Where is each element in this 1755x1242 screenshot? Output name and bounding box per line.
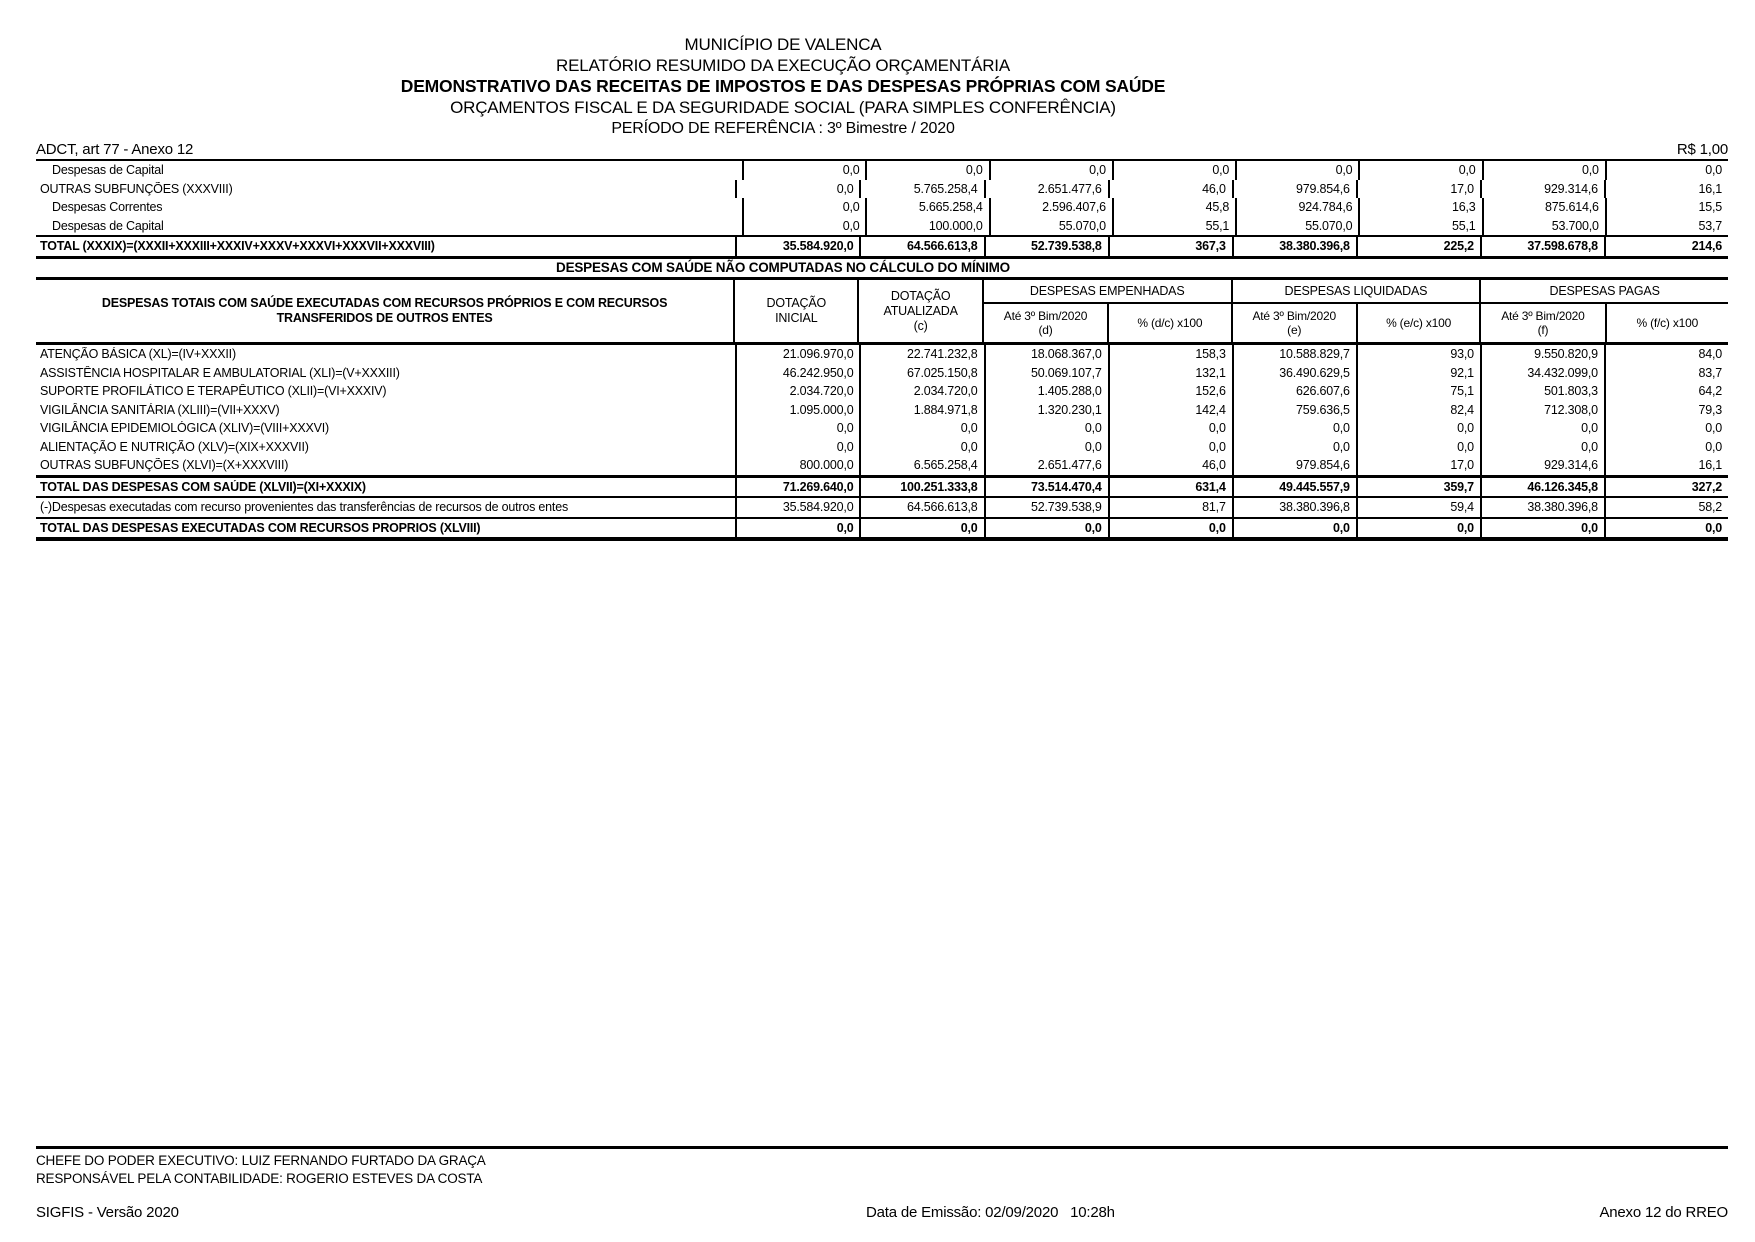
table-row: [36, 401, 1728, 420]
cell-value: 0,0: [1232, 438, 1356, 457]
cell-value: 759.636,5: [1232, 401, 1356, 420]
cell-value: 38.380.396,8: [1480, 498, 1604, 517]
table-row: [36, 198, 1728, 217]
cell-value: 367,3: [1108, 237, 1232, 256]
footer-row: [36, 1204, 1728, 1223]
row-label: ASSISTÊNCIA HOSPITALAR E AMBULATORIAL (XLI)=(V+XXXIII): [40, 365, 400, 380]
table-row: [36, 438, 1728, 457]
cell-value: 64,2: [1604, 382, 1728, 401]
cell-value: 79,3: [1604, 401, 1728, 420]
empenhadas-subheaders: [984, 304, 1231, 342]
row-label: Despesas de Capital: [52, 218, 164, 233]
cell-value: 0,0: [1480, 438, 1604, 457]
cell-value: 46.126.345,8: [1480, 478, 1604, 497]
cell-value: 0,0: [742, 161, 865, 180]
cell-value: 16,1: [1604, 456, 1728, 475]
table-row: [36, 519, 1728, 542]
table-row: [36, 382, 1728, 401]
report-content: [36, 34, 1728, 541]
cell-value: 73.514.470,4: [984, 478, 1108, 497]
row-label: TOTAL DAS DESPESAS EXECUTADAS COM RECURSOS PROPRIOS (XLVIII): [40, 520, 481, 535]
cell-value: 21.096.970,0: [735, 345, 859, 364]
cell-value: 0,0: [1356, 419, 1480, 438]
subcol-until-d-line1: Até 3º Bim/2020: [1003, 309, 1088, 323]
cell-value: 46,0: [1108, 180, 1232, 199]
cell-value: 55.070,0: [989, 217, 1112, 236]
row-label: OUTRAS SUBFUNÇÕES (XLVI)=(X+XXXVIII): [40, 458, 289, 473]
cell-value: 1.095.000,0: [735, 401, 859, 420]
cell-value: 50.069.107,7: [984, 364, 1108, 383]
annex-footer-label: Anexo 12 do RREO: [1599, 1204, 1728, 1221]
report-title: RELATÓRIO RESUMIDO DA EXECUÇÃO ORÇAMENTÁRIA: [556, 56, 1010, 75]
cell-value: 5.665.258,4: [865, 198, 988, 217]
cell-value: 800.000,0: [735, 456, 859, 475]
row-label: Despesas de Capital: [52, 163, 164, 178]
header-label-line1: DESPESAS TOTAIS COM SAÚDE EXECUTADAS COM RECURSOS PRÓPRIOS E COM RECURSOS: [101, 296, 668, 310]
cell-value: 53,7: [1605, 217, 1728, 236]
subcol-until-f-line1: Até 3º Bim/2020: [1501, 309, 1585, 323]
cell-value: 6.565.258,4: [859, 456, 983, 475]
cell-value: 0,0: [742, 198, 865, 217]
table-row: [36, 475, 1728, 499]
cell-value: 0,0: [1605, 161, 1728, 180]
cell-value: 5.765.258,4: [859, 180, 983, 199]
cell-value: 631,4: [1108, 478, 1232, 497]
cell-value: 712.308,0: [1480, 401, 1604, 420]
cell-value: 0,0: [1108, 519, 1232, 538]
annex-reference-row: [36, 141, 1728, 161]
cell-value: 64.566.613,8: [859, 237, 983, 256]
cell-value: 52.739.538,8: [984, 237, 1108, 256]
cell-value: 0,0: [1482, 161, 1605, 180]
cell-value: 67.025.150,8: [859, 364, 983, 383]
cell-value: 45,8: [1112, 198, 1235, 217]
cell-value: 52.739.538,9: [984, 498, 1108, 517]
cell-value: 132,1: [1108, 364, 1232, 383]
cell-value: 158,3: [1108, 345, 1232, 364]
dotacao-inicial-header: [733, 280, 857, 342]
cell-value: 38.380.396,8: [1232, 498, 1356, 517]
report-period: PERÍODO DE REFERÊNCIA : 3º Bimestre / 2020: [611, 120, 955, 137]
cell-value: 53.700,0: [1482, 217, 1605, 236]
dotacao-atualizada-line2: ATUALIZADA: [883, 303, 958, 318]
cell-value: 0,0: [1108, 419, 1232, 438]
section-title: DESPESAS COM SAÚDE NÃO COMPUTADAS NO CÁLCULO DO MÍNIMO: [556, 260, 1010, 276]
cell-value: 1.884.971,8: [859, 401, 983, 420]
currency-unit: R$ 1,00: [1676, 141, 1728, 158]
cell-value: 0,0: [1235, 161, 1358, 180]
row-label: ALIENTAÇÃO E NUTRIÇÃO (XLV)=(XIX+XXXVII): [40, 439, 309, 454]
group-title-empenhadas: DESPESAS EMPENHADAS: [984, 280, 1231, 304]
emission-date: Data de Emissão: 02/09/2020 10:28h: [866, 1204, 1115, 1221]
cell-value: 359,7: [1356, 478, 1480, 497]
municipality-title: MUNICÍPIO DE VALENCA: [684, 35, 882, 54]
subcol-until-d: [984, 304, 1107, 342]
row-label: Despesas Correntes: [52, 200, 163, 215]
group-title-liquidadas: DESPESAS LIQUIDADAS: [1233, 280, 1480, 304]
cell-value: 55.070,0: [1235, 217, 1358, 236]
cell-value: 71.269.640,0: [735, 478, 859, 497]
executive-signature: CHEFE DO PODER EXECUTIVO: LUIZ FERNANDO FURTADO DA GRAÇA: [36, 1153, 486, 1168]
cell-value: 0,0: [735, 438, 859, 457]
cell-value: 2.034.720,0: [859, 382, 983, 401]
cell-value: 0,0: [1480, 419, 1604, 438]
cell-value: 225,2: [1356, 237, 1480, 256]
cell-value: 0,0: [984, 519, 1108, 538]
table-row: [36, 235, 1728, 259]
cell-value: 75,1: [1356, 382, 1480, 401]
cell-value: 15,5: [1605, 198, 1728, 217]
cell-value: 142,4: [1108, 401, 1232, 420]
subcol-percent-f: [1605, 304, 1728, 342]
cell-value: 929.314,6: [1480, 456, 1604, 475]
cell-value: 59,4: [1356, 498, 1480, 517]
pagas-group-header: [1479, 280, 1728, 342]
cell-value: 0,0: [735, 180, 859, 199]
cell-value: 17,0: [1356, 180, 1480, 199]
cell-value: 327,2: [1604, 478, 1728, 497]
subcol-percent-d-label: % (d/c) x100: [1137, 316, 1203, 330]
cell-value: 2.651.477,6: [984, 180, 1108, 199]
dotacao-inicial-line1: DOTAÇÃO: [766, 296, 827, 310]
cell-value: 81,7: [1108, 498, 1232, 517]
empenhadas-group-header: [982, 280, 1231, 342]
cell-value: 2.034.720,0: [735, 382, 859, 401]
cell-value: 0,0: [735, 519, 859, 538]
report-scope: ORÇAMENTOS FISCAL E DA SEGURIDADE SOCIAL (PARA SIMPLES CONFERÊNCIA): [450, 98, 1116, 117]
cell-value: 10.588.829,7: [1232, 345, 1356, 364]
cell-value: 0,0: [742, 217, 865, 236]
signature-block: [36, 1146, 1728, 1187]
row-label: (-)Despesas executadas com recurso provenientes das transferências de recursos de outros entes: [40, 500, 569, 515]
cell-value: 38.380.396,8: [1232, 237, 1356, 256]
cell-value: 55,1: [1112, 217, 1235, 236]
cell-value: 35.584.920,0: [735, 237, 859, 256]
table-row: [36, 364, 1728, 383]
cell-value: 16,1: [1604, 180, 1728, 199]
cell-value: 84,0: [1604, 345, 1728, 364]
section-title-band: [36, 259, 1728, 281]
dotacao-atualizada-line1: DOTAÇÃO: [890, 288, 951, 303]
cell-value: 0,0: [1480, 519, 1604, 538]
row-label: TOTAL DAS DESPESAS COM SAÚDE (XLVII)=(XI+XXXIX): [40, 479, 366, 494]
dotacao-inicial-line2: INICIAL: [775, 311, 818, 325]
report-subtitle: DEMONSTRATIVO DAS RECEITAS DE IMPOSTOS E DAS DESPESAS PRÓPRIAS COM SAÚDE: [400, 76, 1166, 96]
health-expenses-table: [36, 345, 1728, 541]
cell-value: 501.803,3: [1480, 382, 1604, 401]
cell-value: 49.445.557,9: [1232, 478, 1356, 497]
table-row: [36, 419, 1728, 438]
cell-value: 17,0: [1356, 456, 1480, 475]
cell-value: 0,0: [1108, 438, 1232, 457]
subcol-until-f-line2: (f): [1537, 323, 1549, 337]
cell-value: 924.784,6: [1235, 198, 1358, 217]
header-label: [36, 280, 733, 342]
cell-value: 152,6: [1108, 382, 1232, 401]
cell-value: 0,0: [859, 519, 983, 538]
system-version: SIGFIS - Versão 2020: [36, 1204, 179, 1221]
subcol-percent-f-label: % (f/c) x100: [1636, 316, 1699, 330]
cell-value: 2.651.477,6: [984, 456, 1108, 475]
cell-value: 64.566.613,8: [859, 498, 983, 517]
row-label: VIGILÂNCIA SANITÁRIA (XLIII)=(VII+XXXV): [40, 402, 280, 417]
cell-value: 0,0: [984, 419, 1108, 438]
subcol-percent-e-label: % (e/c) x100: [1386, 316, 1452, 330]
cell-value: 1.405.288,0: [984, 382, 1108, 401]
cell-value: 34.432.099,0: [1480, 364, 1604, 383]
row-label: SUPORTE PROFILÁTICO E TERAPÊUTICO (XLII)=(VI+XXXIV): [40, 384, 387, 399]
cell-value: 0,0: [1604, 419, 1728, 438]
cell-value: 46.242.950,0: [735, 364, 859, 383]
cell-value: 0,0: [859, 438, 983, 457]
cell-value: 0,0: [1232, 419, 1356, 438]
cell-value: 35.584.920,0: [735, 498, 859, 517]
cell-value: 9.550.820,9: [1480, 345, 1604, 364]
cell-value: 2.596.407,6: [989, 198, 1112, 217]
cell-value: 46,0: [1108, 456, 1232, 475]
subcol-percent-e: [1356, 304, 1479, 342]
cell-value: 0,0: [859, 419, 983, 438]
cell-value: 214,6: [1604, 237, 1728, 256]
cell-value: 36.490.629,5: [1232, 364, 1356, 383]
subcol-until-e-line1: Até 3º Bim/2020: [1252, 309, 1336, 323]
liquidadas-group-header: [1231, 280, 1480, 342]
liquidadas-subheaders: [1233, 304, 1480, 342]
cell-value: 55,1: [1358, 217, 1481, 236]
cell-value: 0,0: [1112, 161, 1235, 180]
row-label: OUTRAS SUBFUNÇÕES (XXXVIII): [40, 181, 233, 196]
dotacao-atualizada-line3: (c): [913, 318, 928, 333]
cell-value: 93,0: [1356, 345, 1480, 364]
cell-value: 0,0: [984, 438, 1108, 457]
row-label: TOTAL (XXXIX)=(XXXII+XXXIII+XXXIV+XXXV+XXXVI+XXXVII+XXXVIII): [40, 239, 435, 254]
group-title-pagas: DESPESAS PAGAS: [1481, 280, 1728, 304]
table-row: [36, 161, 1728, 180]
cell-value: 82,4: [1356, 401, 1480, 420]
cell-value: 0,0: [865, 161, 988, 180]
cell-value: 22.741.232,8: [859, 345, 983, 364]
subcol-until-f: [1481, 304, 1604, 342]
row-label: ATENÇÃO BÁSICA (XL)=(IV+XXXII): [40, 347, 236, 362]
row-label: VIGILÂNCIA EPIDEMIOLÓGICA (XLIV)=(VIII+XXXVI): [40, 421, 330, 436]
cell-value: 0,0: [989, 161, 1112, 180]
health-table-header: [36, 280, 1728, 345]
dotacao-atualizada-header: [857, 280, 981, 342]
table-row: [36, 217, 1728, 236]
continuation-table: [36, 161, 1728, 259]
cell-value: 0,0: [1604, 438, 1728, 457]
cell-value: 0,0: [1358, 161, 1481, 180]
cell-value: 0,0: [1356, 519, 1480, 538]
cell-value: 83,7: [1604, 364, 1728, 383]
cell-value: 0,0: [735, 419, 859, 438]
cell-value: 979.854,6: [1232, 180, 1356, 199]
cell-value: 92,1: [1356, 364, 1480, 383]
table-row: [36, 180, 1728, 199]
table-row: [36, 345, 1728, 364]
subcol-until-e-line2: (e): [1287, 323, 1302, 337]
cell-value: 979.854,6: [1232, 456, 1356, 475]
cell-value: 16,3: [1358, 198, 1481, 217]
cell-value: 0,0: [1356, 438, 1480, 457]
subcol-until-e: [1233, 304, 1356, 342]
cell-value: 929.314,6: [1480, 180, 1604, 199]
cell-value: 100.251.333,8: [859, 478, 983, 497]
cell-value: 1.320.230,1: [984, 401, 1108, 420]
subcol-percent-d: [1107, 304, 1230, 342]
pagas-subheaders: [1481, 304, 1728, 342]
cell-value: 875.614,6: [1482, 198, 1605, 217]
subcol-until-d-line2: (d): [1038, 323, 1053, 337]
table-row: [36, 498, 1728, 519]
table-row: [36, 456, 1728, 475]
cell-value: 100.000,0: [865, 217, 988, 236]
cell-value: 18.068.367,0: [984, 345, 1108, 364]
cell-value: 37.598.678,8: [1480, 237, 1604, 256]
accounting-signature: RESPONSÁVEL PELA CONTABILIDADE: ROGERIO ESTEVES DA COSTA: [36, 1170, 483, 1186]
cell-value: 58,2: [1604, 498, 1728, 517]
annex-reference: ADCT, art 77 - Anexo 12: [36, 141, 194, 158]
header-label-line2: TRANSFERIDOS DE OUTROS ENTES: [276, 311, 493, 325]
cell-value: 0,0: [1232, 519, 1356, 538]
cell-value: 626.607,6: [1232, 382, 1356, 401]
report-header: [36, 34, 1530, 139]
cell-value: 0,0: [1604, 519, 1728, 538]
